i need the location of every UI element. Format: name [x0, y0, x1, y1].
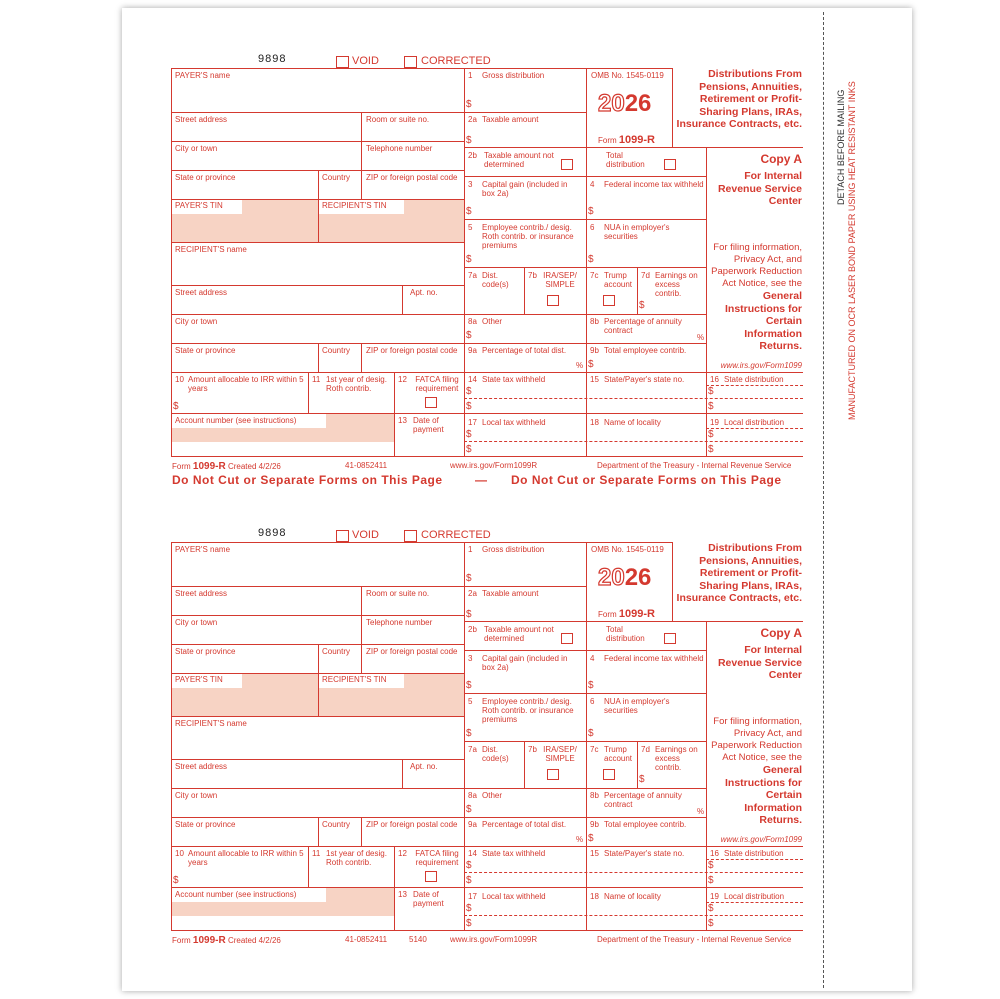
- recipient-city-label: City or town: [175, 317, 218, 326]
- box18-number: 18: [590, 892, 599, 901]
- box12-label: FATCA filing requirement: [415, 375, 459, 394]
- detach-note: DETACH BEFORE MAILING: [836, 89, 846, 205]
- void-label: VOID: [352, 55, 379, 67]
- omb-number: OMB No. 1545-0119: [591, 545, 664, 554]
- recipient-tin-label: RECIPIENT'S TIN: [322, 201, 387, 210]
- box7c-number: 7c: [590, 271, 599, 280]
- box16-label: State distribution: [724, 849, 784, 858]
- box16-number: 16: [710, 849, 719, 858]
- box12-number: 12: [398, 849, 407, 858]
- box15-label: State/Payer's state no.: [604, 849, 685, 858]
- footer-form: Form 1099-R Created 4/2/26: [172, 461, 281, 472]
- box3-dollar: $: [466, 680, 472, 691]
- recipient-name-label: RECIPIENT'S name: [175, 719, 247, 728]
- box8b-percent: %: [697, 333, 705, 342]
- for-irs-label: For Internal Revenue Service Center: [717, 644, 802, 682]
- box8a-dollar: $: [466, 330, 472, 341]
- box12-label: FATCA filing requirement: [415, 849, 459, 868]
- box14-dollar-2: $: [466, 875, 472, 886]
- box8b-label: Percentage of annuity contract: [604, 791, 682, 810]
- footer-cat-number: 5140: [409, 935, 427, 944]
- box7d-number: 7d: [641, 745, 650, 754]
- box7a-number: 7a: [468, 271, 477, 280]
- payer-name-label: PAYER'S name: [175, 71, 231, 80]
- box1-number: 1: [468, 71, 473, 80]
- payer-country-label: Country: [322, 647, 351, 656]
- box1-dollar: $: [466, 573, 472, 584]
- payer-street-label: Street address: [175, 115, 228, 124]
- box17-dollar-1: $: [466, 903, 472, 914]
- box14-number: 14: [468, 375, 477, 384]
- recipient-apt-label: Apt. no.: [410, 762, 438, 771]
- box6-number: 6: [590, 223, 595, 232]
- omb-number: OMB No. 1545-0119: [591, 71, 664, 80]
- box18-label: Name of locality: [604, 892, 661, 901]
- box16-dollar-1: $: [708, 860, 714, 871]
- box8a-number: 8a: [468, 791, 477, 800]
- recipient-apt-label: Apt. no.: [410, 288, 438, 297]
- trump-account-checkbox[interactable]: [603, 295, 615, 306]
- fatca-checkbox[interactable]: [425, 871, 437, 882]
- box15-label: State/Payer's state no.: [604, 375, 685, 384]
- box9b-label: Total employee contrib.: [604, 346, 687, 355]
- box7b-label: IRA/SEP/ SIMPLE: [543, 271, 577, 290]
- box8a-number: 8a: [468, 317, 477, 326]
- box4-number: 4: [590, 654, 595, 663]
- box4-number: 4: [590, 180, 595, 189]
- box11-number: 11: [312, 375, 321, 384]
- box7d-dollar: $: [639, 300, 645, 311]
- box4-dollar: $: [588, 680, 594, 691]
- box13-number: 13: [398, 890, 407, 899]
- corrected-checkbox[interactable]: [404, 530, 417, 542]
- box5-label: Employee contrib./ desig. Roth contrib. or insurance premiums: [482, 223, 574, 251]
- box17-dollar-2: $: [466, 918, 472, 929]
- box19-label: Local distribution: [724, 418, 785, 427]
- box14-label: State tax withheld: [482, 849, 546, 858]
- box9b-dollar: $: [588, 833, 594, 844]
- do-not-cut-notice-right: Do Not Cut or Separate Forms on This Page: [511, 473, 782, 487]
- irs-form-url: www.irs.gov/Form1099: [720, 361, 802, 370]
- box7d-dollar: $: [639, 774, 645, 785]
- box7d-label: Earnings on excess contrib.: [655, 745, 698, 773]
- total-distribution-checkbox[interactable]: [664, 159, 676, 170]
- box3-number: 3: [468, 654, 473, 663]
- box19-dollar-2: $: [708, 918, 714, 929]
- recipient-zip-label: ZIP or foreign postal code: [366, 820, 458, 829]
- box1-dollar: $: [466, 99, 472, 110]
- box9b-number: 9b: [590, 346, 599, 355]
- corrected-label: CORRECTED: [421, 529, 491, 541]
- box2a-dollar: $: [466, 135, 472, 146]
- box6-dollar: $: [588, 254, 594, 265]
- total-distribution-label: Total distribution: [606, 151, 645, 170]
- recipient-country-label: Country: [322, 346, 351, 355]
- footer-ein: 41-0852411: [345, 935, 388, 944]
- copy-a-label: Copy A: [760, 626, 802, 640]
- box5-dollar: $: [466, 254, 472, 265]
- form-code: 9898: [258, 53, 287, 65]
- box9b-label: Total employee contrib.: [604, 820, 687, 829]
- box9a-label: Percentage of total dist.: [482, 346, 567, 355]
- footer-form: Form 1099-R Created 4/2/26: [172, 935, 281, 946]
- payer-room-label: Room or suite no.: [366, 589, 430, 598]
- box10-label: Amount allocable to IRR within 5 years: [188, 375, 304, 394]
- general-instructions: General Instructions for Certain Information Returns.: [724, 290, 802, 353]
- do-not-cut-notice-left: Do Not Cut or Separate Forms on This Page: [172, 473, 443, 487]
- payer-phone-label: Telephone number: [366, 618, 433, 627]
- recipient-country-label: Country: [322, 820, 351, 829]
- copy-a-label: Copy A: [760, 152, 802, 166]
- footer-dept: Department of the Treasury - Internal Revenue Service: [597, 461, 792, 470]
- account-number-label: Account number (see instructions): [175, 416, 297, 425]
- box2a-dollar: $: [466, 609, 472, 620]
- box14-dollar-2: $: [466, 401, 472, 412]
- box10-dollar: $: [173, 401, 179, 412]
- form-code: 9898: [258, 527, 287, 539]
- box11-label: 1st year of desig. Roth contrib.: [326, 849, 387, 868]
- box16-dollar-2: $: [708, 401, 714, 412]
- box14-dollar-1: $: [466, 386, 472, 397]
- box8b-label: Percentage of annuity contract: [604, 317, 682, 336]
- box10-dollar: $: [173, 875, 179, 886]
- box2a-label: Taxable amount: [482, 589, 539, 598]
- box5-number: 5: [468, 223, 473, 232]
- box7c-label: Trump account: [604, 271, 633, 290]
- payer-tin-label: PAYER'S TIN: [175, 675, 223, 684]
- box9a-number: 9a: [468, 346, 477, 355]
- box15-number: 15: [590, 375, 599, 384]
- box10-number: 10: [175, 849, 184, 858]
- box19-dollar-2: $: [708, 444, 714, 455]
- recipient-state-label: State or province: [175, 820, 236, 829]
- box7c-number: 7c: [590, 745, 599, 754]
- form-name: Form 1099-R: [598, 608, 655, 620]
- box7a-label: Dist. code(s): [482, 745, 509, 764]
- box19-number: 19: [710, 418, 719, 427]
- void-checkbox[interactable]: [336, 56, 349, 68]
- box17-number: 17: [468, 892, 477, 901]
- dash-separator: —: [475, 473, 488, 487]
- void-label: VOID: [352, 529, 379, 541]
- box7b-label: IRA/SEP/ SIMPLE: [543, 745, 577, 764]
- form-1099r-top: [0, 0, 1000, 470]
- box19-label: Local distribution: [724, 892, 785, 901]
- payer-room-label: Room or suite no.: [366, 115, 430, 124]
- box8b-number: 8b: [590, 791, 599, 800]
- payer-phone-label: Telephone number: [366, 144, 433, 153]
- box2b-number: 2b: [468, 625, 477, 634]
- box5-dollar: $: [466, 728, 472, 739]
- taxable-not-determined-checkbox[interactable]: [561, 633, 573, 644]
- box18-number: 18: [590, 418, 599, 427]
- box2a-label: Taxable amount: [482, 115, 539, 124]
- box18-label: Name of locality: [604, 418, 661, 427]
- filing-info: For filing information, Privacy Act, and Paperwork Reduction Act Notice, see the: [711, 716, 802, 763]
- box9a-percent: %: [576, 361, 584, 370]
- box8b-percent: %: [697, 807, 705, 816]
- box17-label: Local tax withheld: [482, 892, 546, 901]
- box6-label: NUA in employer's securities: [604, 697, 670, 716]
- box7b-number: 7b: [528, 271, 537, 280]
- recipient-name-label: RECIPIENT'S name: [175, 245, 247, 254]
- footer-url: www.irs.gov/Form1099R: [450, 461, 538, 470]
- ira-sep-simple-checkbox[interactable]: [547, 295, 559, 306]
- box5-label: Employee contrib./ desig. Roth contrib. or insurance premiums: [482, 697, 574, 725]
- recipient-tin-label: RECIPIENT'S TIN: [322, 675, 387, 684]
- box8a-label: Other: [482, 317, 503, 326]
- box4-label: Federal income tax withheld: [604, 180, 704, 189]
- recipient-street-label: Street address: [175, 288, 228, 297]
- box17-dollar-1: $: [466, 429, 472, 440]
- box16-dollar-2: $: [708, 875, 714, 886]
- box9b-dollar: $: [588, 359, 594, 370]
- payer-tin-label: PAYER'S TIN: [175, 201, 223, 210]
- box5-number: 5: [468, 697, 473, 706]
- payer-street-label: Street address: [175, 589, 228, 598]
- box10-label: Amount allocable to IRR within 5 years: [188, 849, 304, 868]
- payer-zip-label: ZIP or foreign postal code: [366, 173, 458, 182]
- recipient-state-label: State or province: [175, 346, 236, 355]
- box1-label: Gross distribution: [482, 71, 545, 80]
- tax-year: 2026: [598, 564, 652, 591]
- box7c-label: Trump account: [604, 745, 633, 764]
- footer-ein: 41-0852411: [345, 461, 388, 470]
- box9b-number: 9b: [590, 820, 599, 829]
- box16-dollar-1: $: [708, 386, 714, 397]
- box16-label: State distribution: [724, 375, 784, 384]
- box7d-label: Earnings on excess contrib.: [655, 271, 698, 299]
- box8a-dollar: $: [466, 804, 472, 815]
- payer-zip-label: ZIP or foreign postal code: [366, 647, 458, 656]
- general-instructions: General Instructions for Certain Information Returns.: [724, 764, 802, 827]
- box9a-percent: %: [576, 835, 584, 844]
- box13-label: Date of payment: [413, 890, 444, 909]
- box4-label: Federal income tax withheld: [604, 654, 704, 663]
- box13-number: 13: [398, 416, 407, 425]
- tax-year: 2026: [598, 90, 652, 117]
- recipient-city-label: City or town: [175, 791, 218, 800]
- form-title: Distributions From Pensions, Annuities, Retirement or Profit-Sharing Plans, IRAs, Insurance Contracts, etc.: [676, 68, 802, 131]
- box4-dollar: $: [588, 206, 594, 217]
- box6-label: NUA in employer's securities: [604, 223, 670, 242]
- box3-label: Capital gain (included in box 2a): [482, 180, 568, 199]
- box2b-label: Taxable amount not determined: [484, 625, 554, 644]
- form-name: Form 1099-R: [598, 134, 655, 146]
- box2b-number: 2b: [468, 151, 477, 160]
- fatca-checkbox[interactable]: [425, 397, 437, 408]
- void-checkbox[interactable]: [336, 530, 349, 542]
- payer-city-label: City or town: [175, 144, 218, 153]
- payer-name-label: PAYER'S name: [175, 545, 231, 554]
- box13-label: Date of payment: [413, 416, 444, 435]
- box16-number: 16: [710, 375, 719, 384]
- box3-dollar: $: [466, 206, 472, 217]
- manufacturing-note: MANUFACTURED ON OCR LASER BOND PAPER USING HEAT RESISTANT INKS: [847, 81, 857, 420]
- box11-label: 1st year of desig. Roth contrib.: [326, 375, 387, 394]
- box7d-number: 7d: [641, 271, 650, 280]
- box9a-number: 9a: [468, 820, 477, 829]
- corrected-checkbox[interactable]: [404, 56, 417, 68]
- box11-number: 11: [312, 849, 321, 858]
- box8a-label: Other: [482, 791, 503, 800]
- recipient-street-label: Street address: [175, 762, 228, 771]
- box2a-number: 2a: [468, 589, 477, 598]
- form-title: Distributions From Pensions, Annuities, Retirement or Profit-Sharing Plans, IRAs, Insurance Contracts, etc.: [676, 542, 802, 605]
- box3-number: 3: [468, 180, 473, 189]
- filing-info: For filing information, Privacy Act, and Paperwork Reduction Act Notice, see the: [711, 242, 802, 289]
- box2a-number: 2a: [468, 115, 477, 124]
- box14-dollar-1: $: [466, 860, 472, 871]
- box14-number: 14: [468, 849, 477, 858]
- box10-number: 10: [175, 375, 184, 384]
- payer-country-label: Country: [322, 173, 351, 182]
- box12-number: 12: [398, 375, 407, 384]
- box17-label: Local tax withheld: [482, 418, 546, 427]
- total-distribution-label: Total distribution: [606, 625, 645, 644]
- box1-label: Gross distribution: [482, 545, 545, 554]
- irs-form-url: www.irs.gov/Form1099: [720, 835, 802, 844]
- recipient-zip-label: ZIP or foreign postal code: [366, 346, 458, 355]
- corrected-label: CORRECTED: [421, 55, 491, 67]
- box7b-number: 7b: [528, 745, 537, 754]
- trump-account-checkbox[interactable]: [603, 769, 615, 780]
- box7a-number: 7a: [468, 745, 477, 754]
- box15-number: 15: [590, 849, 599, 858]
- ira-sep-simple-checkbox[interactable]: [547, 769, 559, 780]
- box6-dollar: $: [588, 728, 594, 739]
- for-irs-label: For Internal Revenue Service Center: [717, 170, 802, 208]
- box2b-label: Taxable amount not determined: [484, 151, 554, 170]
- taxable-not-determined-checkbox[interactable]: [561, 159, 573, 170]
- payer-state-label: State or province: [175, 647, 236, 656]
- box19-dollar-1: $: [708, 903, 714, 914]
- box7a-label: Dist. code(s): [482, 271, 509, 290]
- box3-label: Capital gain (included in box 2a): [482, 654, 568, 673]
- box19-dollar-1: $: [708, 429, 714, 440]
- total-distribution-checkbox[interactable]: [664, 633, 676, 644]
- box6-number: 6: [590, 697, 595, 706]
- box17-dollar-2: $: [466, 444, 472, 455]
- form-1099r-bottom: [0, 474, 1000, 944]
- footer-url: www.irs.gov/Form1099R: [450, 935, 538, 944]
- payer-city-label: City or town: [175, 618, 218, 627]
- box19-number: 19: [710, 892, 719, 901]
- box8b-number: 8b: [590, 317, 599, 326]
- box1-number: 1: [468, 545, 473, 554]
- box17-number: 17: [468, 418, 477, 427]
- box14-label: State tax withheld: [482, 375, 546, 384]
- box9a-label: Percentage of total dist.: [482, 820, 567, 829]
- payer-state-label: State or province: [175, 173, 236, 182]
- footer-dept: Department of the Treasury - Internal Revenue Service: [597, 935, 792, 944]
- account-number-label: Account number (see instructions): [175, 890, 297, 899]
